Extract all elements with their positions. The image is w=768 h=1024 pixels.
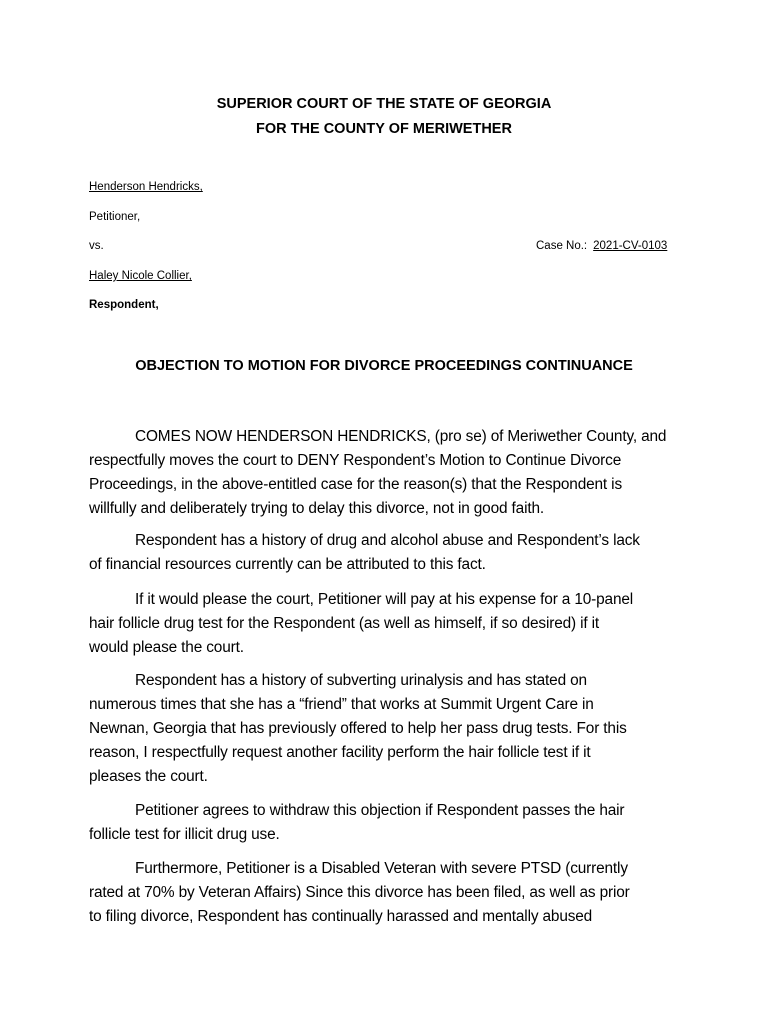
paragraph-line: Respondent has a history of drug and alcohol abuse and Respondent’s lack: [135, 532, 640, 549]
paragraph-1: [89, 425, 689, 521]
paragraph-5: [89, 799, 689, 847]
paragraph-line: respectfully moves the court to DENY Respondent’s Motion to Continue Divorce: [89, 452, 622, 469]
paragraph-line: willfully and deliberately trying to delay this divorce, not in good faith.: [89, 500, 545, 517]
paragraph-4: [89, 669, 689, 789]
paragraph-line: Proceedings, in the above-entitled case for the reason(s) that the Respondent is: [89, 476, 622, 493]
paragraph-2: [89, 529, 689, 577]
case-number-label: Case No.:: [536, 240, 588, 252]
respondent-name: Haley Nicole Collier,: [89, 270, 192, 282]
court-heading-line-2: FOR THE COUNTY OF MERIWETHER: [256, 121, 512, 137]
petitioner-name: Henderson Hendricks,: [89, 181, 203, 193]
versus-label: vs.: [89, 240, 104, 252]
paragraph-line: would please the court.: [89, 639, 244, 656]
paragraph-line: to filing divorce, Respondent has continually harassed and mentally abused: [89, 908, 593, 925]
paragraph-line: COMES NOW HENDERSON HENDRICKS, (pro se) of Meriwether County, and: [135, 428, 667, 445]
respondent-role: Respondent,: [89, 299, 159, 311]
paragraph-line: Respondent has a history of subverting urinalysis and has stated on: [135, 672, 587, 689]
case-number: [536, 241, 667, 253]
paragraph-line: rated at 70% by Veteran Affairs) Since this divorce has been filed, as well as prior: [89, 884, 630, 901]
paragraph-line: reason, I respectfully request another facility perform the hair follicle test if it: [89, 744, 591, 761]
paragraph-line: If it would please the court, Petitioner will pay at his expense for a 10-panel: [135, 591, 634, 608]
paragraph-line: follicle test for illicit drug use.: [89, 826, 280, 843]
paragraph-line: Furthermore, Petitioner is a Disabled Veteran with severe PTSD (currently: [135, 860, 628, 877]
paragraph-3: [89, 588, 689, 660]
paragraph-line: pleases the court.: [89, 768, 208, 785]
paragraph-line: hair follicle drug test for the Respondent (as well as himself, if so desired) if it: [89, 615, 600, 632]
court-heading-line-1: SUPERIOR COURT OF THE STATE OF GEORGIA: [216, 96, 552, 112]
paragraph-line: Newnan, Georgia that has previously offered to help her pass drug tests. For this: [89, 720, 627, 737]
case-number-value: 2021-CV-0103: [593, 240, 668, 252]
paragraph-line: of financial resources currently can be attributed to this fact.: [89, 556, 486, 573]
paragraph-6: [89, 857, 689, 929]
paragraph-line: numerous times that she has a “friend” that works at Summit Urgent Care in: [89, 696, 594, 713]
paragraph-line: Petitioner agrees to withdraw this objection if Respondent passes the hair: [135, 802, 625, 819]
document-title: OBJECTION TO MOTION FOR DIVORCE PROCEEDINGS CONTINUANCE: [135, 358, 633, 374]
petitioner-role: Petitioner,: [89, 211, 141, 223]
